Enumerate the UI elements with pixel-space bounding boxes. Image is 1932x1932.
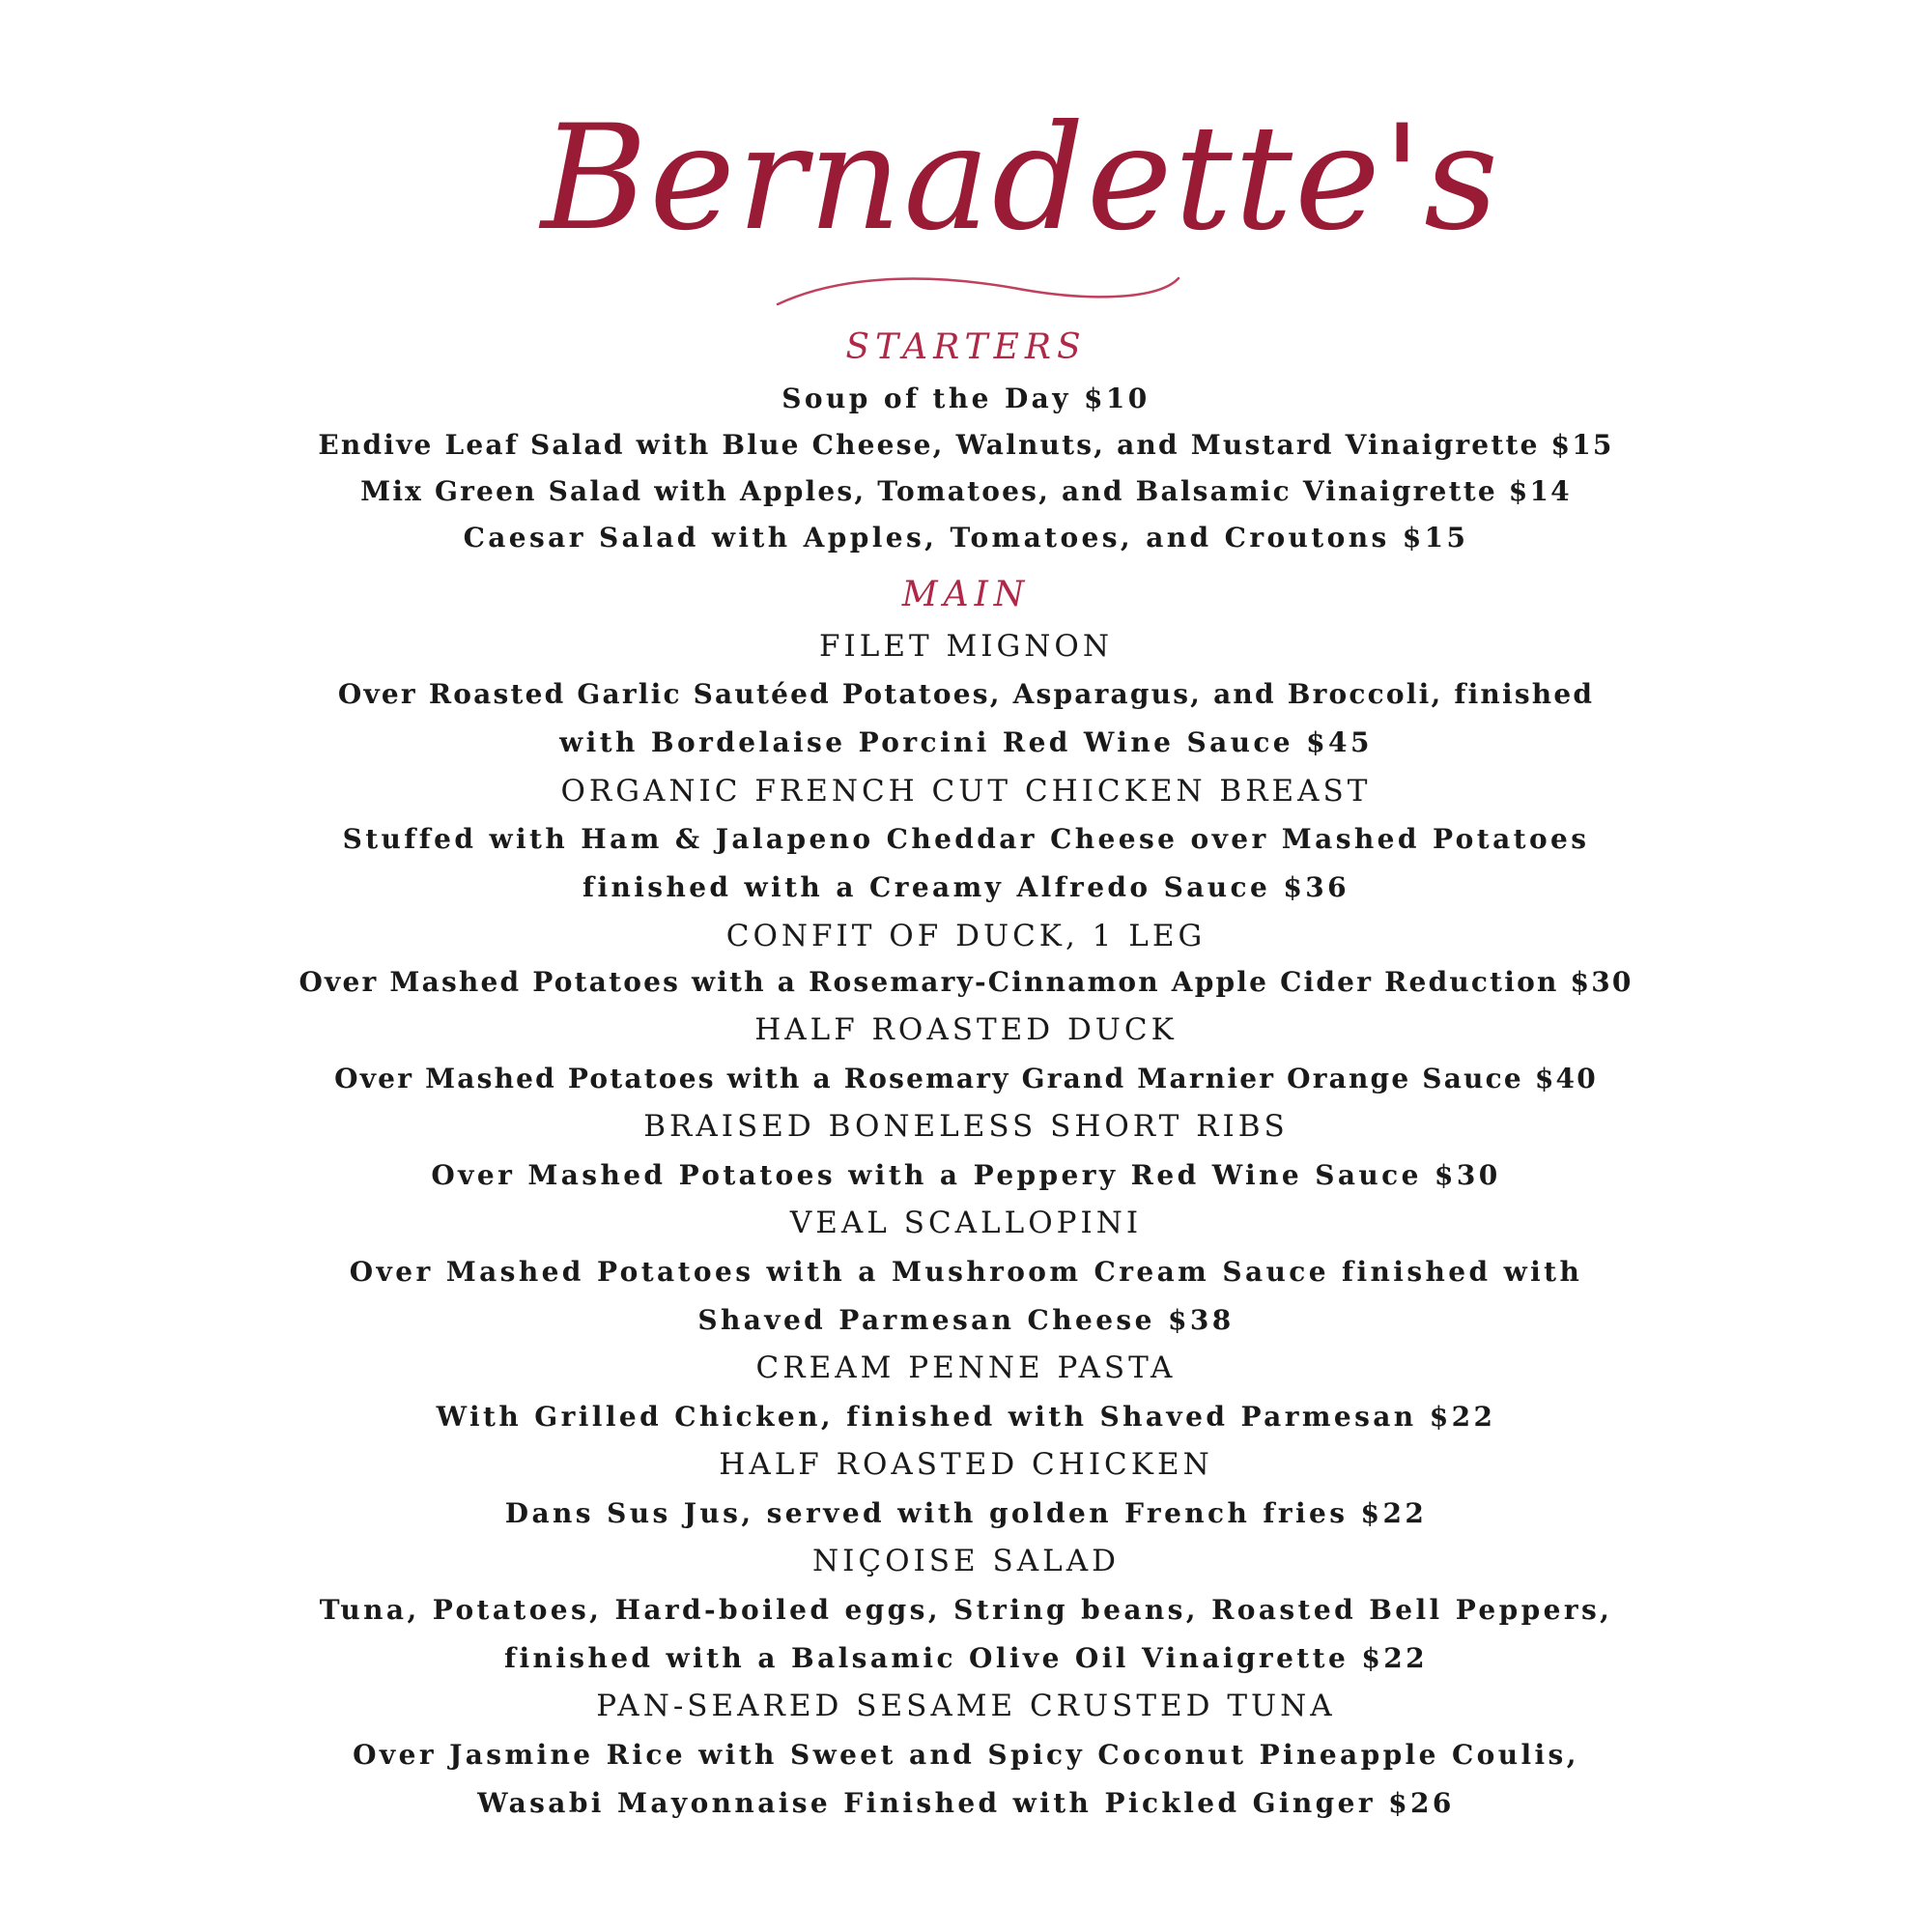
- dish-description: Over Mashed Potatoes with a Rosemary Grand Marnier Orange Sauce $40: [334, 1063, 1598, 1094]
- dish-description: Shaved Parmesan Cheese $38: [697, 1304, 1235, 1336]
- dish-description: Over Roasted Garlic Sautéed Potatoes, Asparagus, and Broccoli, finished: [337, 678, 1595, 710]
- dish-description: Over Mashed Potatoes with a Peppery Red Wine Sauce $30: [431, 1159, 1501, 1191]
- dish-description: Tuna, Potatoes, Hard-boiled eggs, String beans, Roasted Bell Peppers,: [319, 1594, 1613, 1626]
- starter-item: Mix Green Salad with Apples, Tomatoes, and Balsamic Vinaigrette $14: [360, 475, 1572, 507]
- dish-name-half-roasted-chicken: HALF ROASTED CHICKEN: [719, 1447, 1213, 1482]
- dish-description: With Grilled Chicken, finished with Shaved Parmesan $22: [436, 1401, 1496, 1433]
- dish-name-short-ribs: BRAISED BONELESS SHORT RIBS: [643, 1109, 1289, 1144]
- starter-item: Caesar Salad with Apples, Tomatoes, and Croutons $15: [463, 522, 1469, 554]
- dish-description: with Bordelaise Porcini Red Wine Sauce $45: [559, 726, 1373, 758]
- dish-name-filet-mignon: FILET MIGNON: [819, 629, 1113, 664]
- dish-name-nicoise-salad: NIÇOISE SALAD: [812, 1544, 1120, 1578]
- dish-name-sesame-crusted-tuna: PAN-SEARED SESAME CRUSTED TUNA: [596, 1689, 1336, 1723]
- starter-item: Soup of the Day $10: [781, 383, 1151, 414]
- restaurant-name: Bernadette's: [541, 95, 1501, 263]
- dish-name-veal-scallopini: VEAL SCALLOPINI: [789, 1206, 1143, 1240]
- starters-heading: STARTERS: [845, 327, 1087, 367]
- dish-description: Over Mashed Potatoes with a Rosemary-Cinnamon Apple Cider Reduction $30: [298, 966, 1634, 998]
- main-heading: MAIN: [901, 575, 1031, 614]
- dish-description: finished with a Balsamic Olive Oil Vinaigrette $22: [504, 1642, 1428, 1674]
- dish-name-half-roasted-duck: HALF ROASTED DUCK: [754, 1012, 1178, 1047]
- dish-name-confit-of-duck: CONFIT OF DUCK, 1 LEG: [725, 919, 1207, 953]
- dish-description: Stuffed with Ham & Jalapeno Cheddar Cheese over Mashed Potatoes: [342, 823, 1590, 855]
- dish-description: Over Mashed Potatoes with a Mushroom Cream Sauce finished with: [349, 1256, 1583, 1288]
- dish-name-cream-penne-pasta: CREAM PENNE PASTA: [755, 1350, 1177, 1385]
- dish-name-chicken-breast: ORGANIC FRENCH CUT CHICKEN BREAST: [560, 774, 1372, 809]
- dish-description: Wasabi Mayonnaise Finished with Pickled Ginger $26: [477, 1787, 1455, 1819]
- dish-description: Dans Sus Jus, served with golden French fries $22: [504, 1497, 1428, 1529]
- starter-item: Endive Leaf Salad with Blue Cheese, Walnuts, and Mustard Vinaigrette $15: [318, 429, 1614, 461]
- dish-description: Over Jasmine Rice with Sweet and Spicy Coconut Pineapple Coulis,: [353, 1739, 1579, 1771]
- dish-description: finished with a Creamy Alfredo Sauce $36: [582, 871, 1350, 903]
- decorative-swash-icon: [541, 251, 1391, 319]
- restaurant-logo: [541, 77, 1501, 309]
